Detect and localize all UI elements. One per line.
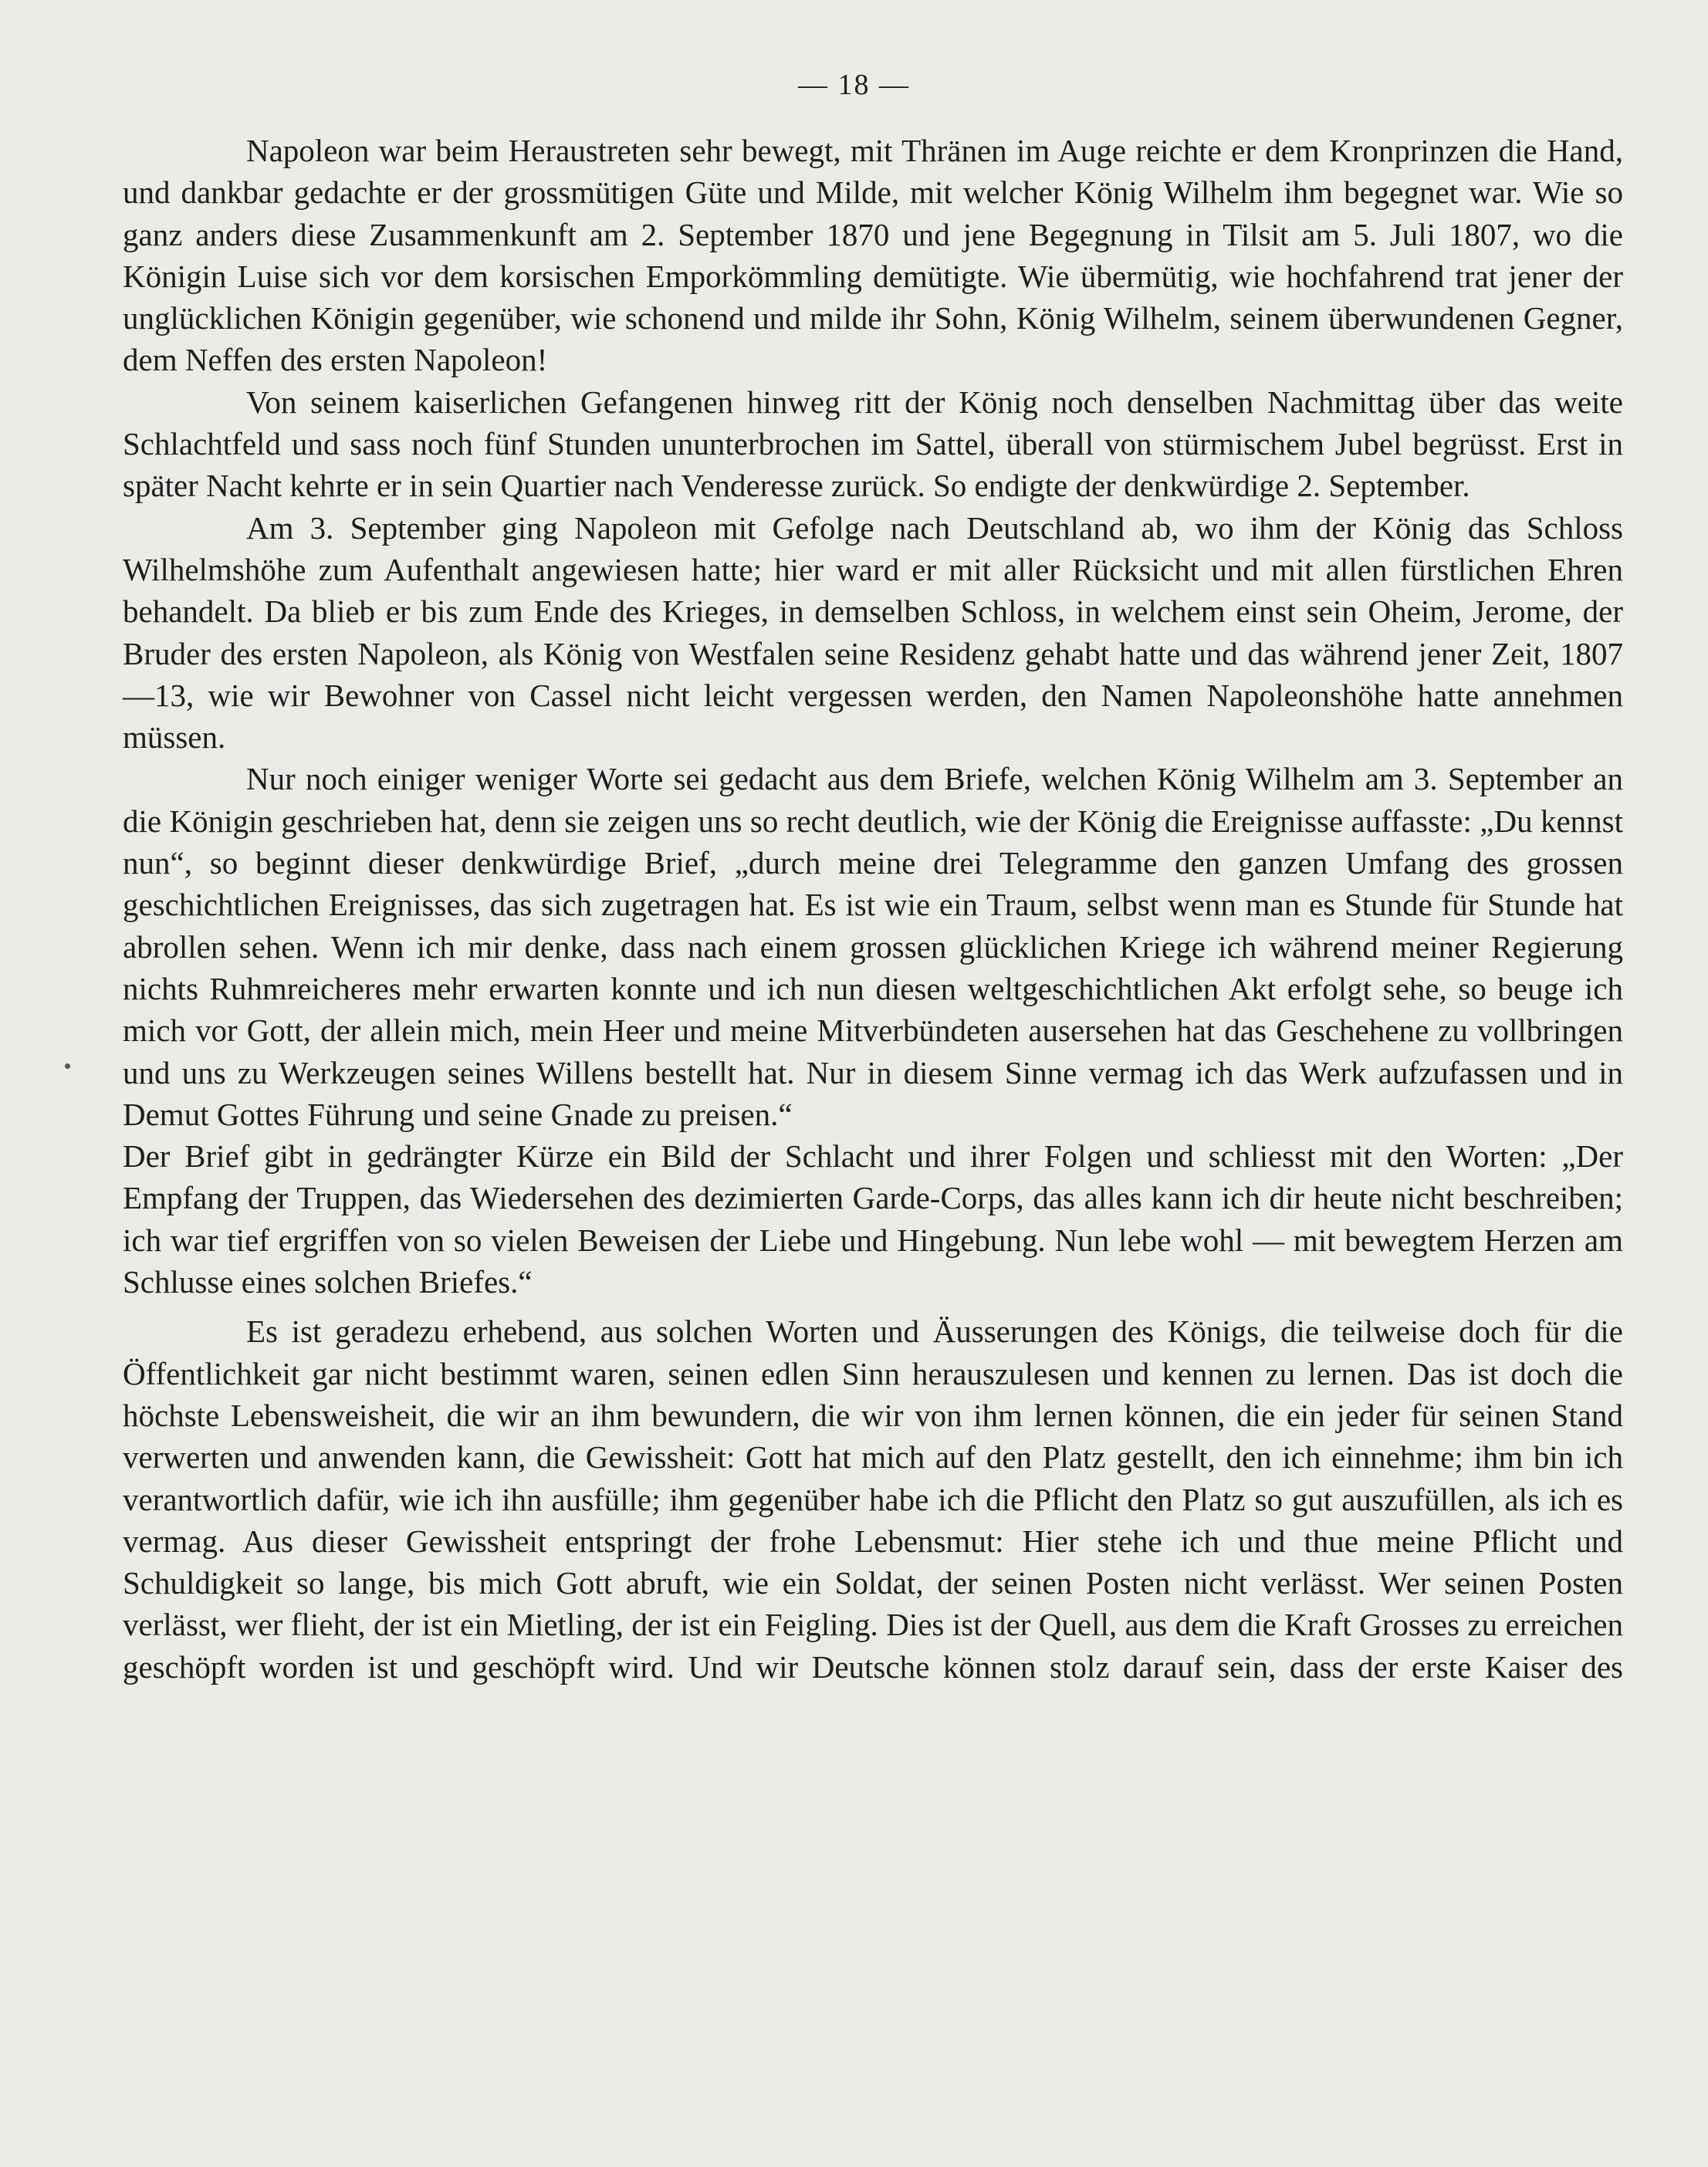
paragraph-napoleon-meeting: Napoleon war beim Heraustreten sehr bewegt, mit Thränen im Auge reichte er dem Kronprinzen die Hand, und dankbar gedachte er der grossmütigen Güte und Milde, mit welcher König Wilhelm ihm begegnet war. Wie so ganz anders diese Zusammenkunft am 2. September 1870 und jene Begegnung in Tilsit am 5. Juli 1807, wo die Königin Luise sich vor dem korsischen Emporkömmling demütigte. Wie übermütig, wie hochfahrend trat jener der unglücklichen Königin gegenüber, wie schonend und milde ihr Sohn, König Wilhelm, seinem überwundenen Gegner, dem Neffen des ersten Napoleon! xyxy=(123,133,1623,378)
paragraph-life-wisdom: Es ist geradezu erhebend, aus solchen Worten und Äusserungen des Königs, die teilweise doch für die Öffentlichkeit gar nicht bestimmt waren, seinen edlen Sinn herauszulesen und kennen zu lernen. Das ist doch die höchste Lebensweisheit, die wir an ihm bewundern, die wir von ihm lernen können, die ein jeder für seinen Stand verwerten und anwenden kann, die Gewissheit: Gott hat mich auf den Platz gestellt, den ich einnehme; ihm bin ich verantwortlich dafür, wie ich ihn ausfülle; ihm gegenüber habe ich die Pflicht den Platz so gut auszufüllen, als ich es vermag. Aus dieser Gewissheit entspringt der frohe Lebensmut: Hier stehe ich und thue meine Pflicht und Schuldigkeit so lange, bis mich Gott abruft, wie ein Soldat, der seinen Posten nicht verlässt. Wer seinen Posten verlässt, wer flieht, der ist ein Mietling, der ist ein Feigling. Dies ist der Quell, aus dem die Kraft Grosses zu erreichen geschöpft worden ist und geschöpft wird. Und wir Deutsche können stolz darauf sein, dass der erste Kaiser des xyxy=(123,1313,1623,1685)
page-number-header: — 18 — xyxy=(798,69,910,101)
body-text xyxy=(123,130,1623,1688)
paragraph-letter-summary: Der Brief gibt in gedrängter Kürze ein Bild der Schlacht und ihrer Folgen und schliesst mit den Worten: „Der Empfang der Truppen, das Wiedersehen des dezimierten Garde-Corps, das alles kann ich dir heute nicht beschreiben; ich war tief ergriffen von so vielen Beweisen der Liebe und Hingebung. Nun lebe wohl — mit bewegtem Herzen am Schlusse eines solchen Briefes.“ xyxy=(123,1138,1623,1300)
paragraph-wilhelmshoehe: Am 3. September ging Napoleon mit Gefolge nach Deutschland ab, wo ihm der König das Schloss Wilhelmshöhe zum Aufenthalt angewiesen hatte; hier ward er mit aller Rücksicht und mit allen fürstlichen Ehren behandelt. Da blieb er bis zum Ende des Krieges, in demselben Schloss, in welchem einst sein Oheim, Jerome, der Bruder des ersten Napoleon, als König von Westfalen seine Residenz gehabt hatte und das während jener Zeit, 1807—13, wie wir Bewohner von Cassel nicht leicht vergessen werden, den Namen Napoleonshöhe hatte annehmen müssen. xyxy=(123,509,1623,756)
paragraph-battlefield-ride: Von seinem kaiserlichen Gefangenen hinweg ritt der König noch denselben Nachmittag über das weite Schlachtfeld und sass noch fünf Stunden ununterbrochen im Sattel, überall von stürmischem Jubel begrüsst. Erst in später Nacht kehrte er in sein Quartier nach Venderesse zurück. So endigte der denkwürdige 2. September. xyxy=(123,384,1623,504)
ink-speck xyxy=(65,1063,70,1069)
paragraph-letter-to-queen: Nur noch einiger weniger Worte sei gedacht aus dem Briefe, welchen König Wilhelm am 3. September an die Königin geschrieben hat, denn sie zeigen uns so recht deutlich, wie der König die Ereignisse auffasste: „Du kennst nun“, so beginnt dieser denkwürdige Brief, „durch meine drei Telegramme den ganzen Umfang des grossen geschichtlichen Ereignisses, das sich zugetragen hat. Es ist wie ein Traum, selbst wenn man es Stunde für Stunde hat abrollen sehen. Wenn ich mir denke, dass nach einem grossen glücklichen Kriege ich während meiner Regierung nichts Ruhmreicheres mehr erwarten konnte und ich nun diesen weltgeschichtlichen Akt erfolgt sehe, so beuge ich mich vor Gott, der allein mich, mein Heer und meine Mitverbündeten ausersehen hat das Geschehene zu vollbringen und uns zu Werkzeugen seines Willens bestellt hat. Nur in diesem Sinne vermag ich das Werk aufzufassen und in Demut Gottes Führung und seine Gnade zu preisen.“ xyxy=(123,761,1623,1132)
